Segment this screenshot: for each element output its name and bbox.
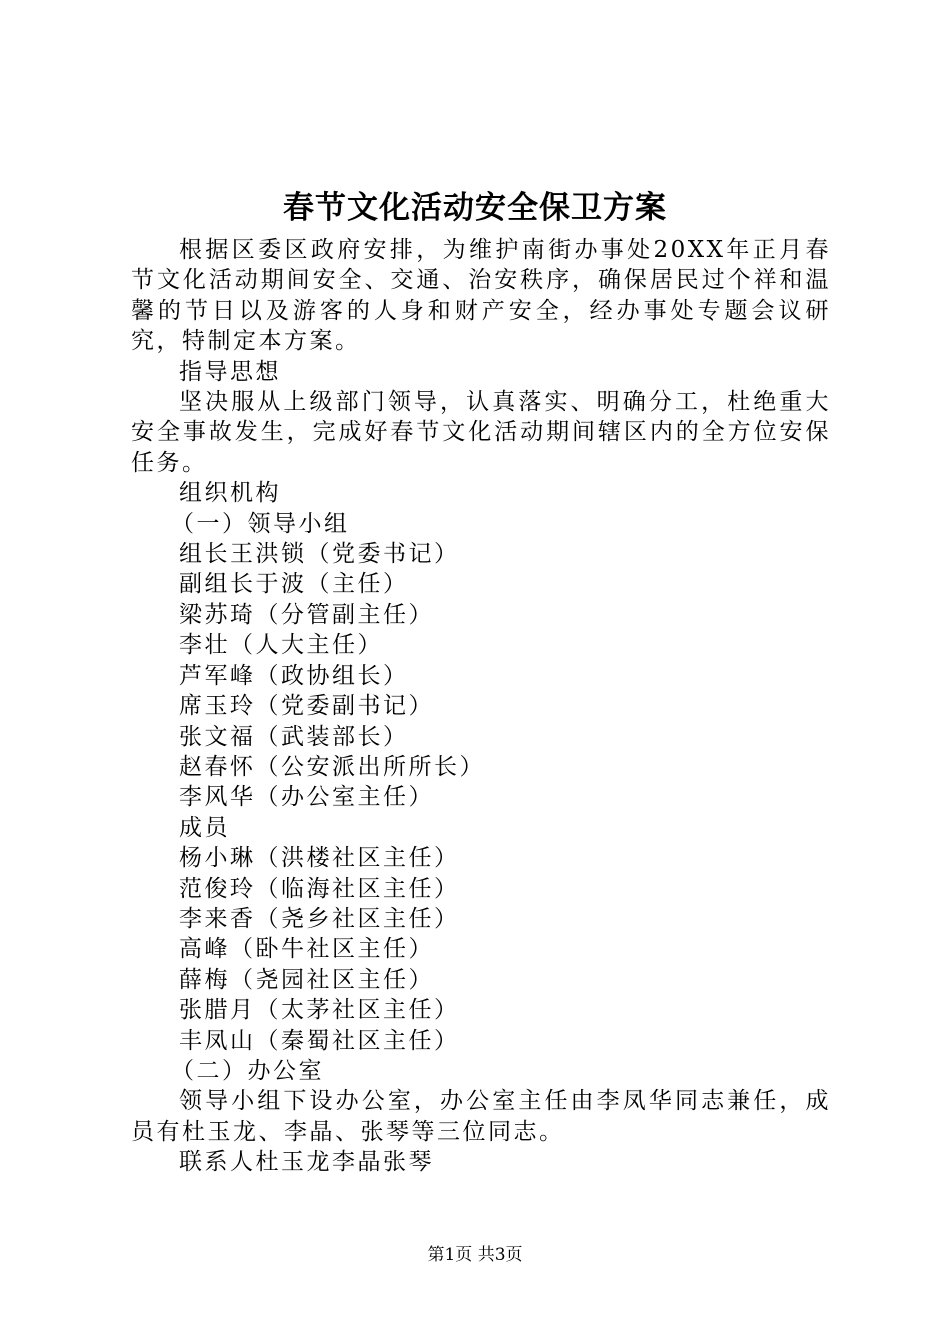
list-item: 赵春怀（公安派出所所长） [179, 753, 485, 780]
leading-group-heading: （一）领导小组 [171, 510, 350, 537]
list-item: 席玉玲（党委副书记） [179, 693, 434, 720]
list-item: 芦军峰（政协组长） [179, 662, 409, 689]
guiding-paragraph: 坚决服从上级部门领导，认真落实、明确分工，杜绝重大安全事故发生，完成好春节文化活动期间辖区内的全方位安保任务。 [131, 389, 831, 476]
guiding-heading: 指导思想 [179, 358, 281, 385]
contact-line: 联系人杜玉龙李晶张琴 [179, 1149, 434, 1176]
list-item: 丰凤山（秦蜀社区主任） [179, 1027, 460, 1054]
page-number: 第1页 共3页 [427, 1245, 523, 1265]
list-item: 副组长于波（主任） [179, 571, 409, 598]
office-paragraph: 领导小组下设办公室，办公室主任由李凤华同志兼任，成员有杜玉龙、李晶、张琴等三位同志。 [131, 1088, 831, 1145]
members-list [131, 843, 831, 1056]
list-item: 梁苏琦（分管副主任） [179, 601, 434, 628]
intro-paragraph: 根据区委区政府安排，为维护南街办事处20XX年正月春节文化活动期间安全、交通、治安秩序，确保居民过个祥和温馨的节日以及游客的人身和财产安全，经办事处专题会议研究，特制定本方案。 [131, 237, 831, 355]
list-item: 李壮（人大主任） [179, 632, 383, 659]
office-heading: （二）办公室 [171, 1057, 324, 1084]
members-heading: 成员 [179, 814, 230, 841]
org-heading: 组织机构 [179, 480, 281, 507]
list-item: 范俊玲（临海社区主任） [179, 875, 460, 902]
document-title: 春节文化活动安全保卫方案 [283, 190, 667, 226]
list-item: 张文福（武装部长） [179, 723, 409, 750]
list-item: 高峰（卧牛社区主任） [179, 936, 434, 963]
list-item: 李风华（办公室主任） [179, 784, 434, 811]
list-item: 杨小琳（洪楼社区主任） [179, 845, 460, 872]
list-item: 李来香（尧乡社区主任） [179, 905, 460, 932]
list-item: 张腊月（太茅社区主任） [179, 997, 460, 1024]
list-item: 薛梅（尧园社区主任） [179, 966, 434, 993]
document-body [131, 235, 831, 1178]
leaders-list [131, 539, 831, 813]
list-item: 组长王洪锁（党委书记） [179, 541, 460, 568]
